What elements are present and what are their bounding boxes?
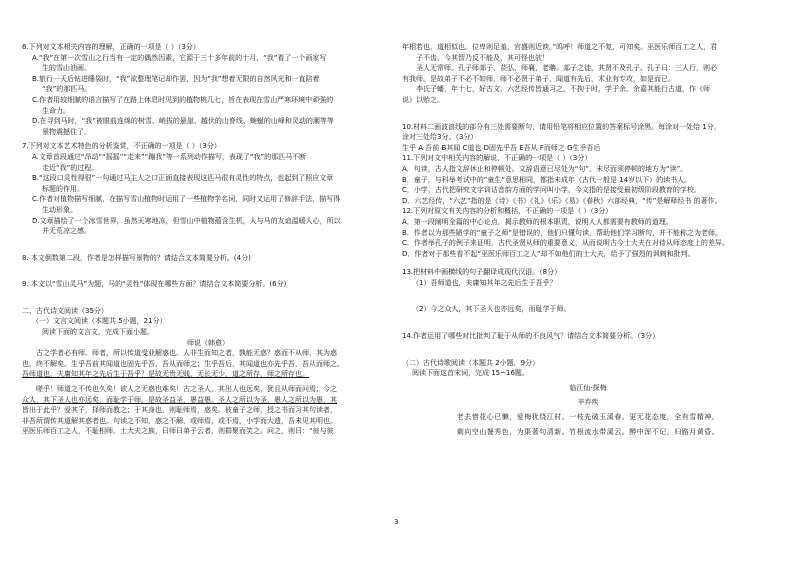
q6-option-c: C.作者用较细腻的语言描写了在路上休息时见到的植物桃几七，旨在表现在雪山严寒环境中顽强的	[32, 95, 334, 104]
q7-option-c-cont: 生动形象。	[42, 205, 77, 214]
q14: 14.作者运用了哪些对比批判了耻于从师的不良风气？请结合文本简要分析。（3分）	[402, 332, 660, 341]
essay-para-1-line-2: 也，终不解矣。生乎吾前其闻道也固先乎吾，吾从而师之；生乎吾后，其闻道也亦先乎吾，吾从而师之。	[22, 359, 344, 368]
poem-line-2: 剩向空山餐秀色，为渠著句清新。竹根流水带溪云。醉中浑不记，归路月黄昏。	[456, 427, 720, 436]
q6-option-c-cont: 生命力。	[42, 106, 70, 115]
essay-cont-line-1: 年相若也，道相似也。位卑则足羞，官盛则近谀。”呜呼！师道之不复，可知矣。巫医乐师百工之人，君	[402, 43, 718, 51]
poem-title: 临江仙·探梅	[569, 383, 607, 392]
essay-para-2-line-3: 皆出于此乎？爱其子，择师而教之；于其身也，则耻师焉，惑矣。彼童子之师，授之书而习其句读者，	[22, 406, 337, 415]
section-2-1-heading: （一）文言文阅读（本题共 5小题，21分）	[32, 317, 167, 326]
q11-option-c: C．小学，古代把研究文字训诂音韵方面的学问叫小学，今文指的是接受最初级阶段教育的学校。	[402, 186, 701, 195]
essay-para-2-line-5: 巫医乐师百工之人，不耻相师。士大夫之族，曰师曰弟子云者，则群聚而笑之。问之，则曰：“彼与彼	[22, 427, 334, 436]
q12-option-b: B．作者以为那些陋学的“童子之师”是错误的，他们只懂句读，帮助他们学习断句，并不能称之为老师。	[402, 228, 723, 237]
q6-option-a-cont: 生的雪山油画。	[42, 64, 91, 73]
q7-option-d-cont: 并无荒凉之感。	[42, 227, 91, 236]
essay-para-3-line-1: 圣人无常师。孔子师郯子、苌弘、师襄、老聃。郯子之徒，其贤不及孔子。孔子曰：三人行，则必	[416, 64, 717, 73]
q10-stem-cont: 涂对三处给3分。（3分）	[402, 133, 478, 142]
left-column	[22, 42, 394, 437]
poem-author: 辛弃疾	[577, 398, 599, 407]
page-number: 3	[394, 518, 399, 526]
q7-option-a: A.文章首段通过“昂动”“摇摇”“走来”“蹦我”等一系列动作描写，表现了“我”的那匹马不断	[32, 152, 307, 161]
q6-option-d: D.在寻到马时，“我”被眼前连绵的树雪、峭拔的悬崖、越伏的山脊线、蜿蜒的山峰和灵动的潮等等	[32, 117, 334, 126]
q11-stem: 11.下列对文中相关内容的解说，不正确的一项是（ ）（3分）	[402, 154, 592, 163]
q12-option-c: C．作者举孔子的例子来证明，古代圣贤从师的重要意义，从而说明古今士大夫在对待从师态度上的差异。	[402, 239, 729, 248]
essay-para-1-line-3: 吾师道也，夫庸知其年之先后生于吾乎？是故无贵无贱，无长无少，道之所存，师之所存也。	[22, 370, 309, 379]
q7-option-a-cont: 走近“我”的过程。	[42, 163, 99, 172]
q6-option-b: B.旅行一天后钻进睡袋时，“我”欲整理笔记却作罢，因为“我”想着无限的自然风光和一直陪着	[32, 74, 320, 83]
q7-option-c: C.作者对植物描写细腻，在描写雪山植物时运用了一些植物学名词，同时又运用了修辞手法，描写得	[32, 195, 341, 204]
q12-option-d: D．作者对于那些看不起“巫医乐师百工之人”却不如他们的士大夫，给予了强烈的讽刺和批判。	[402, 249, 695, 258]
poem-line-1: 老去惜花心已懒，爱梅犹绕江村。一枝先破玉溪春。更无花态度，全有雪精神。	[456, 413, 720, 422]
q6-stem: 6.下列对文本相关内容的理解，正确的一项是（ ）（3分）	[22, 43, 200, 51]
essay-para-4-line-1: 李氏子蟠，年十七，好古文，六艺经传皆通习之，不拘于时，学于余。余嘉其能行古道，作《师	[416, 85, 710, 94]
q6-option-a: A.“我”在第一次雪山之行当有一定的偶然因素，它源于三十多年前的十月，“我”看了一个画家写	[32, 53, 327, 62]
q12-stem: 12.下列对原文有关内容的分析和概括，不正确的一项是（ ）（3分）	[402, 207, 613, 216]
q10-stem: 10.材料二画波浪线的部分有三处需要断句，请用铅笔将相应位置的答案标号涂黑。每涂对一处给 1分，	[402, 122, 721, 131]
q11-option-d: D．六艺经传，“六艺”指的是《诗》《书》《礼》《乐》《易》《春秋》六部经典，“传”是解释经书 的著作。	[402, 196, 722, 205]
essay-cont-line-2: 子不齿，今其智乃反不能及，其可怪也欤！	[416, 53, 549, 62]
essay-para-2-line-1: 嗟乎！师道之不传也久矣！欲人之无惑也难矣！古之圣人，其出人也远矣，犹且从师而问焉；今之	[36, 385, 337, 394]
essay-para-1-line-1: 古之学者必有师。师者，所以传道受业解惑也。人非生而知之者，孰能无惑？惑而不从师，其为惑	[36, 349, 337, 358]
q9: 9. 本文以“雪山灵马”为题，马的“灵性”体现在哪些方面？请结合文本简要分析。(6分)	[22, 280, 287, 289]
essay-para-4-line-2: 说》以贻之。	[402, 95, 444, 104]
section-2-2-heading: （二）古代诗歌阅读（本题共 2小题，9分）	[402, 358, 540, 367]
q11-option-b: B．童子，与科举考试中的“童生”意思相同，都指未成年（古代一般是 14岁以下）的读书人。	[402, 175, 692, 184]
q10-options: 生乎 A 吾前 B其闻 C道也 D固先乎吾 E吾从 F而师之 G生乎吾后	[402, 143, 601, 152]
q7-option-b: B.“这段口灵性得很”一句通过马主人之口正面直接表现这匹马很有灵性的特点，也起到了照应文章	[32, 174, 334, 183]
q6-option-b-cont: “我”的那匹马。	[42, 85, 92, 94]
q8: 8. 本文倒数第二段，作者是怎样描写景物的？请结合文本简要分析。(4分)	[22, 253, 251, 262]
q13-stem: 13.把材料中画横线的句子翻译成现代汉语。（8分）	[402, 268, 562, 277]
q11-option-a: A．句读，古人指文辞休止和停顿处。文辞语意已尽处为“句”，未尽而须停顿的地方为“读”。	[402, 164, 688, 173]
q13-part-2: （2）今之众人，其下圣人也亦远矣，而耻学于师。	[412, 305, 571, 314]
right-column	[402, 42, 774, 437]
section-2-1-instruction: 阅读下面的文言文，完成下面小题。	[42, 328, 154, 337]
q7-option-b-cont: 标题的作用。	[42, 184, 84, 193]
essay-title: 师说（韩愈）	[187, 338, 229, 347]
q13-part-1: （1）吾师道也，夫庸知其年之先后生于吾乎？	[412, 278, 557, 287]
q7-stem: 7.下列对文本艺术特色的分析鉴赏，不正确的一项是（ ）（3分）	[22, 142, 221, 151]
section-2-heading: 二、古代诗文阅读（35分）	[22, 306, 108, 315]
section-2-2-instruction: 阅读下面这首宋词，完成 15~16题。	[412, 369, 529, 378]
q12-option-a: A．第一段阐明全篇的中心论点，揭示教师的根本职责，说明人人都需要有教师的道理。	[402, 217, 673, 226]
essay-para-2-line-2: 众人，其下圣人也亦远矣，而耻学于师。是故圣益圣，愚益愚。圣人之所以为圣，愚人之所以为愚，其	[22, 395, 337, 404]
q7-option-d: D.文章描绘了一个冰雪世界，虽然天寒地冻，但雪山中植物蕴含生机，人与马的友谊温暖人心，所以	[32, 216, 341, 225]
essay-para-3-line-2: 有我师。是故弟子不必不如师，师不必贤于弟子，闻道有先后，术业有专攻，如是而已。	[402, 74, 675, 83]
q6-option-d-cont: 景物震撼住了。	[42, 127, 91, 136]
essay-para-2-line-4: 非吾所谓传其道解其惑者也。句读之不知，惑之不解，或师焉，或不焉，小学而大遗，吾未见其明也。	[22, 416, 337, 425]
